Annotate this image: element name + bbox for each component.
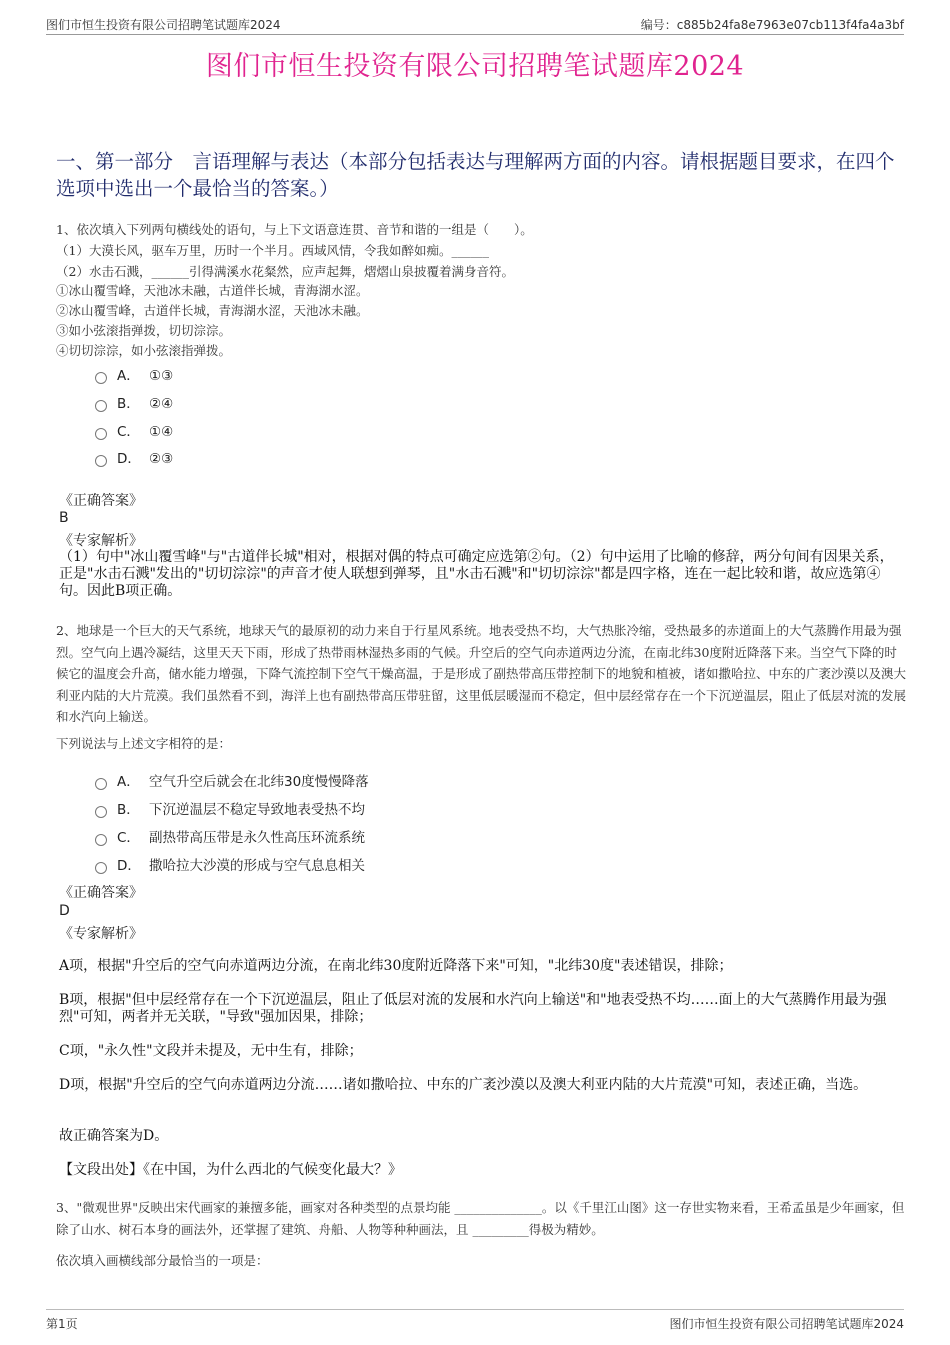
q2-analysis-conclusion: 故正确答案为D。 <box>59 1128 169 1144</box>
q2-option-b[interactable]: B． 下沉逆温层不稳定导致地表受热不均 <box>95 798 365 818</box>
radio-icon[interactable] <box>95 428 107 440</box>
radio-icon[interactable] <box>95 834 107 846</box>
q1-analysis-label: 《专家解析》 <box>59 533 143 549</box>
radio-icon[interactable] <box>95 455 107 467</box>
q3-stem: 3、"微观世界"反映出宋代画家的兼擅多能，画家对各种类型的点景均能 ______________。以《千里江山图》这一存世实物来看，王希孟虽是少年画家，但除了山水、树石本身的画法外，还掌握了建筑、舟船、人物等种种画法，且 _________得极为精妙。 <box>56 1200 905 1237</box>
q2-analysis-item: A项，根据"升空后的空气向赤道两边分流，在南北纬30度附近降落下来"可知，"北纬30度"表述错误，排除； <box>59 958 733 974</box>
q1-line: ①冰山覆雪峰，天池冰未融，古道伴长城，青海湖水涩。 <box>56 283 369 298</box>
radio-icon[interactable] <box>95 372 107 384</box>
q2-source: 【文段出处】《在中国，为什么西北的气候变化最大？》 <box>59 1162 402 1178</box>
q2-stem: 2、地球是一个巨大的天气系统，地球天气的最原初的动力来自于行星风系统。地表受热不均，大气热胀冷缩，受热最多的赤道面上的大气蒸腾作用最为强烈。空气向上遇冷凝结，这里天天下雨，形成了热带雨林湿热多雨的气候。升空后的空气向赤道两边分流，在南北纬30度附近降落下来。当空气下降的时候它的温度会升高，储水能力增强，下降气流控制下空气干燥高温，于是形成了副热带高压带控制下的地貌和植被，诸如撒哈拉、中东的广袤沙漠以及澳大利亚内陆的大片荒漠。我们虽然看不到，海洋上也有副热带高压带驻留，这里低层暖湿而不稳定，但中层经常存在一个下沉逆温层，阻止了低层对流的发展和水汽向上输送。 <box>56 623 907 724</box>
q2-answer: D <box>59 903 70 919</box>
q1-option-d[interactable]: D． ②③ <box>95 447 173 467</box>
radio-icon[interactable] <box>95 400 107 412</box>
q1-option-c[interactable]: C． ①④ <box>95 420 173 440</box>
q1-answer-label: 《正确答案》 <box>59 493 143 509</box>
header-doc-id: 编号：c885b24fa8e7963e07cb113f4fa4a3bf <box>640 18 904 32</box>
q3-ask: 依次填入画横线部分最恰当的一项是： <box>56 1253 269 1268</box>
page-number: 第1页 <box>46 1317 78 1331</box>
page-header <box>46 12 904 35</box>
q2-option-a[interactable]: A． 空气升空后就会在北纬30度慢慢降落 <box>95 770 369 790</box>
footer-doc-title: 图们市恒生投资有限公司招聘笔试题库2024 <box>669 1317 904 1331</box>
radio-icon[interactable] <box>95 778 107 790</box>
q2-analysis-label: 《专家解析》 <box>59 926 143 942</box>
q2-option-d[interactable]: D． 撒哈拉大沙漠的形成与空气息息相关 <box>95 854 365 874</box>
q2-analysis-item: D项，根据"升空后的空气向赤道两边分流……诸如撒哈拉、中东的广袤沙漠以及澳大利亚内陆的大片荒漠"可知，表述正确，当选。 <box>59 1077 868 1093</box>
q2-answer-label: 《正确答案》 <box>59 885 143 901</box>
header-doc-title: 图们市恒生投资有限公司招聘笔试题库2024 <box>46 18 281 32</box>
q2-option-c[interactable]: C． 副热带高压带是永久性高压环流系统 <box>95 826 365 846</box>
page-footer <box>46 1309 904 1331</box>
q2-analysis-item: B项，根据"但中层经常存在一个下沉逆温层，阻止了低层对流的发展和水汽向上输送"和"地表受热不均……面上的大气蒸腾作用最为强烈"可知，两者并无关联，"导致"强加因果，排除； <box>59 992 887 1025</box>
q1-line: （2）水击石溅，______引得满溪水花粲然，应声起舞，熠熠山泉披覆着满身音符。 <box>56 264 514 279</box>
q1-answer: B <box>59 510 69 526</box>
q1-analysis: （1）句中"冰山覆雪峰"与"古道伴长城"相对，根据对偶的特点可确定应选第②句。（2）句中运用了比喻的修辞，两分句间有因果关系，正是"水击石溅"发出的"切切淙淙"的声音才使人联想到弹琴，且"水击石溅"和"切切淙淙"都是四字格，连在一起比较和谐，故应选第④句。因此B项正确。 <box>59 549 894 599</box>
radio-icon[interactable] <box>95 806 107 818</box>
q1-line: ③如小弦滚指弹拨，切切淙淙。 <box>56 323 232 338</box>
page-title: 图们市恒生投资有限公司招聘笔试题库2024 <box>205 51 745 82</box>
q1-line: （1）大漠长风，驱车万里，历时一个半月。西域风情，令我如醉如痴。______ <box>56 243 489 258</box>
section-heading: 一、第一部分 言语理解与表达（本部分包括表达与理解两方面的内容。请根据题目要求，在四个选项中选出一个最恰当的答案。） <box>56 150 895 200</box>
q2-ask: 下列说法与上述文字相符的是： <box>56 736 232 751</box>
radio-icon[interactable] <box>95 862 107 874</box>
q1-line: ④切切淙淙，如小弦滚指弹拨。 <box>56 343 232 358</box>
q1-option-a[interactable]: A． ①③ <box>95 364 173 384</box>
q1-option-b[interactable]: B． ②④ <box>95 392 173 412</box>
q2-analysis-item: C项，"永久性"文段并未提及，无中生有，排除； <box>59 1043 363 1059</box>
q1-stem: 1、依次填入下列两句横线处的语句，与上下文语意连贯、音节和谐的一组是（ ）。 <box>56 222 533 237</box>
q1-line: ②冰山覆雪峰，古道伴长城，青海湖水涩，天池冰未融。 <box>56 303 369 318</box>
